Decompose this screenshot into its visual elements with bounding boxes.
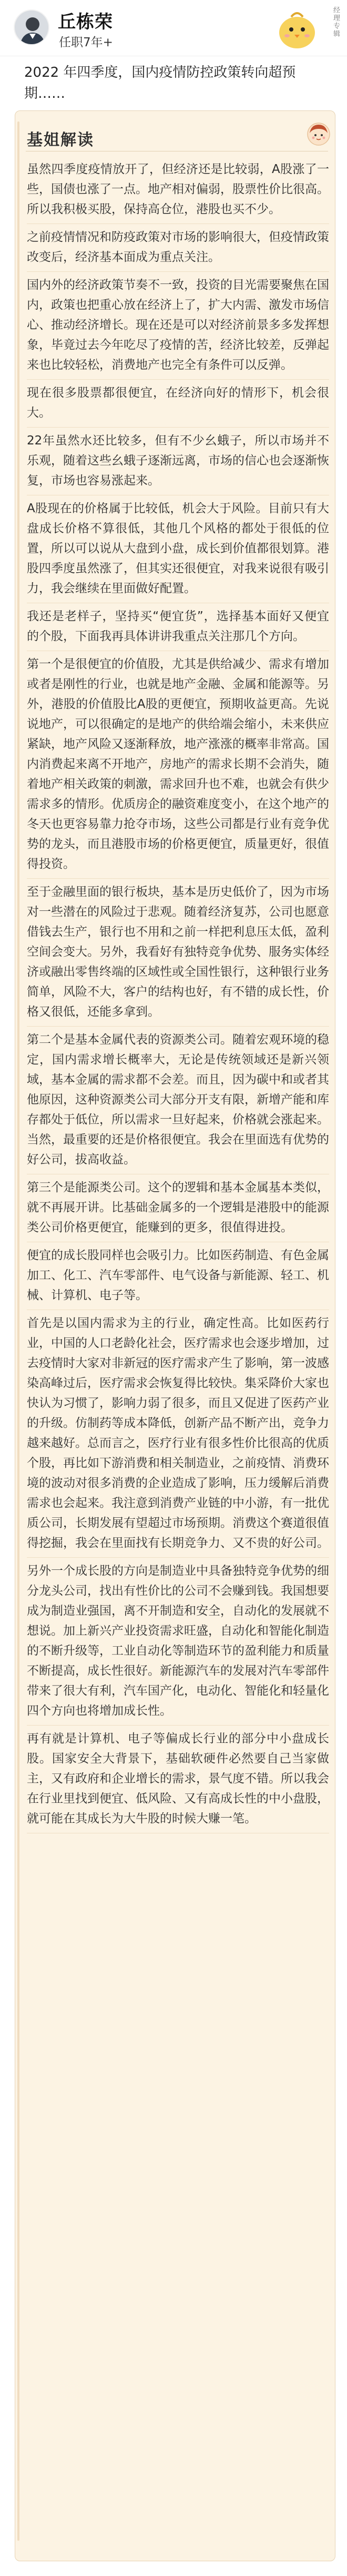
paragraph: 首先是以国内需求为主的行业，确定性高。比如医药行业，中国的人口老龄化社会，医疗需求也会逐步增加，过去疫情时大家对非新冠的医疗需求产生了影响，第一波感染高峰过后，医疗需求会恢复得比较快。集采降价大家也快认为习惯了，影响力弱了很多，而且又促进了医药产业的升级。仿制药等成本降低，创新产品不断产出，竞争力越来越好。总而言之，医疗行业有很多性价比很高的优质个股，再比如下游消费和相关制造业，之前疫情、消费环境的波动对很多消费的企业造成了影响，压力缓解后消费需求也会起来。我注意到消费产业链的中小游，有一批优质公司，长期发展有望超过市场预期。消费这个赛道很值得挖掘，我会在里面找有长期竞争力、又不贵的好公司。 bbox=[27, 1310, 329, 1558]
paragraph: 第三个是能源类公司。这个的逻辑和基本金属基本类似，就不再展开讲。比基础金属多的一个逻辑是港股中的能源类公司价格更便宜，能赚到的更多，很值得进投。 bbox=[27, 1174, 329, 1242]
manager-name: 丘栋荣 bbox=[58, 12, 113, 33]
person-avatar-icon bbox=[15, 11, 49, 45]
card-accent-bar bbox=[17, 121, 19, 2541]
card-avatar bbox=[307, 123, 330, 146]
manager-tenure: 任职7年+ bbox=[59, 36, 113, 49]
album-tag: 经理专辑 bbox=[332, 6, 340, 38]
profile-header bbox=[0, 0, 347, 57]
paragraph: 另外一个成长股的方向是制造业中具备独特竞争优势的细分龙头公司，找出有性价比的公司不会赚到钱。我国想要成为制造业强国，离不开制造和安全，自动化的发展就不想说。加上新兴产业投资需求旺盛，自动化和智能化制造的不断升级等，工业自动化等制造环节的盈利能力和质量不断提高，成长性很好。新能源汽车的发展对汽车零部件带来了很大有利，汽车国产化，电动化、智能化和轻量化四个方向也将增加成长性。 bbox=[27, 1558, 329, 1726]
paragraph: 至于金融里面的银行板块，基本是历史低价了，因为市场对一些潜在的风险过于悲观。随着经济复苏，公司也愿意借钱去生产，银行也不用和之前一样把利息压太低，盈利空间会变大。另外，我看好有独特竞争优势、服务实体经济或融出零售终端的区域性或全国性银行，这种银行业务简单，风险不大，客户的结构也好，有不错的成长性，价格又很低，还能多拿到。 bbox=[27, 879, 329, 1027]
paragraph: 第一个是很便宜的价值股，尤其是供给减少、需求有增加或者是刚性的行业，也就是地产金融、金属和能源等。另外，港股的价值股比A股的更便宜，预期收益更高。先说说地产，可以很确定的是地产的供给端会缩小，未来供应紧缺，地产风险又逐渐释放，地产涨涨的概率非常高。国内消费起来离不开地产，房地产的需求长期不会消失，随着地产相关政策的刺激，需求回升也不难，也就会有供少需求多的情形。优质房企的融资难度变小，在这个地产的冬天也更容易靠力抢夺市场，这些公司都是行业有竞争优势的龙头，而且港股市场的价格更便宜，质量更好，很值得投资。 bbox=[27, 651, 329, 879]
paragraph: A股现在的价格属于比较低，机会大于风险。目前只有大盘成长价格不算很低，其他几个风格的都处于很低的位置，所以可以说从大盘到小盘，成长到价值都很划算。港股四季度虽然涨了，但其实还很便宜，对我来说很有吸引力，我会继续在里面做好配置。 bbox=[27, 495, 329, 603]
yellow-bird-mascot-icon bbox=[273, 5, 321, 53]
paragraph: 国内外的经济政策节奏不一致，投资的目光需要聚焦在国内，政策也把重心放在经济上了，扩大内需、激发市场信心、推动经济增长。现在还是可以对经济前景多多发挥想象，毕竟过去今年吃尽了疫情的苦，经济比较差，反弹起来也比较轻松，消费地产也完全有条件可以反弹。 bbox=[27, 272, 329, 380]
paragraph: 虽然四季度疫情放开了，但经济还是比较弱，A股涨了一些，国债也涨了一点。地产相对偏弱，股票性价比很高。所以我积极买股，保持高仓位，港股也买不少。 bbox=[27, 156, 329, 224]
cartoon-girl-avatar-icon bbox=[307, 123, 330, 146]
paragraph: 我还是老样子，坚持买“便宜货”，选择基本面好又便宜的个股，下面我再具体讲讲我重点关注那几个方向。 bbox=[27, 603, 329, 651]
paragraph: 第二个是基本金属代表的资源类公司。随着宏观环境的稳定，国内需求增长概率大，无论是传统领域还是新兴领域，基本金属的需求都不会差。而且，因为碳中和或者其他原因，这种资源类公司大部分开支有限，新增产能和库存都处于低位，所以需求一旦好起来，价格就会涨起来。当然，最重要的还是价格很便宜。我会在里面选有优势的好公司，拔高收益。 bbox=[27, 1027, 329, 1174]
summary-text: 2022 年四季度，国内疫情防控政策转向超预期…… bbox=[24, 65, 296, 102]
paragraph: 再有就是计算机、电子等偏成长行业的部分中小盘成长股。国家安全大背景下，基础软硬件必然要自己当家做主，又有政府和企业增长的需求，景气度不错。所以我会在行业里找到便宜、低风险、又有高成长性的中小盘股，就可能在其成长为大牛股的时候大赚一笔。 bbox=[27, 1726, 329, 1833]
card-content bbox=[27, 156, 329, 1833]
paragraph: 现在很多股票都很便宜，在经济向好的情形下，机会很大。 bbox=[27, 380, 329, 428]
card-title: 基姐解读 bbox=[27, 131, 94, 149]
avatar[interactable] bbox=[14, 9, 49, 45]
mascot bbox=[273, 5, 321, 53]
paragraph: 便宜的成长股同样也会吸引力。比如医药制造、有色金属加工、化工、汽车零部件、电气设备与新能源、轻工、机械、计算机、电子等。 bbox=[27, 1242, 329, 1310]
paragraph: 22年虽然水还比较多，但有不少幺蛾子，所以市场并不乐观，随着这些幺蛾子逐渐远离，市场的信心也会逐渐恢复，市场也容易涨起来。 bbox=[27, 428, 329, 495]
paragraph: 之前疫情情况和防疫政策对市场的影响很大，但疫情政策改变后，经济基本面成为重点关注。 bbox=[27, 224, 329, 272]
interpretation-card bbox=[15, 110, 335, 2561]
